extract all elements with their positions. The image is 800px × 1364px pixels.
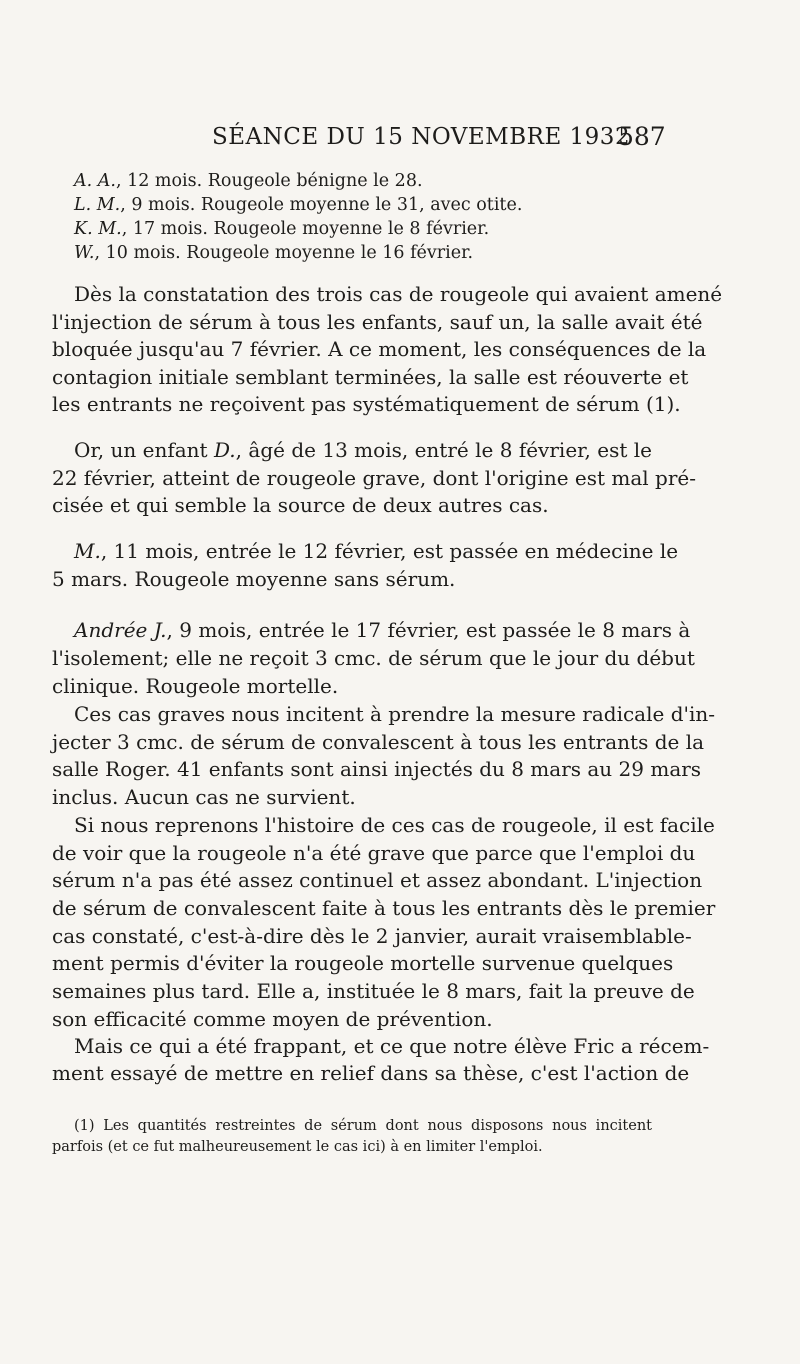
case-line <box>74 168 423 194</box>
paragraph-line: ment permis d'éviter la rougeole mortelle survenue quelques <box>52 951 674 975</box>
case-text: , 12 mois. Rougeole bénigne le 28. <box>115 171 423 191</box>
paragraph-line: les entrants ne reçoivent pas systématiquement de sérum (1). <box>52 392 681 416</box>
paragraph-line: cisée et qui semble la source de deux autres cas. <box>52 493 549 517</box>
paragraph-line: salle Roger. 41 enfants sont ainsi injectés du 8 mars au 29 mars <box>52 757 702 781</box>
paragraph-line <box>74 437 652 463</box>
page-number: 587 <box>618 122 666 151</box>
case-name: W. <box>74 243 95 263</box>
text-run: , 9 mois, entrée le 17 février, est passée le 8 mars à <box>166 618 691 642</box>
paragraph-line: Mais ce qui a été frappant, et ce que notre élève Fric a récem- <box>74 1034 710 1058</box>
paragraph-line: 22 février, atteint de rougeole grave, dont l'origine est mal pré- <box>52 466 696 490</box>
paragraph-line: son efficacité comme moyen de prévention. <box>52 1007 493 1031</box>
paragraph-line: l'isolement; elle ne reçoit 3 cmc. de sérum que le jour du début <box>52 646 695 670</box>
case-name: L. M. <box>74 195 121 215</box>
paragraph-line: cas constaté, c'est-à-dire dès le 2 janvier, aurait vraisemblable- <box>52 924 692 948</box>
paragraph-line: bloquée jusqu'au 7 février. A ce moment, les conséquences de la <box>52 337 707 361</box>
text-run: Or, un enfant <box>74 438 214 462</box>
patient-name: M. <box>74 539 101 563</box>
case-line <box>74 192 522 218</box>
patient-name: Andrée J. <box>74 618 167 642</box>
case-name: A. A. <box>74 171 116 191</box>
paragraph-line <box>74 617 691 643</box>
paragraph-line: sérum n'a pas été assez continuel et assez abondant. L'injection <box>52 868 703 892</box>
paragraph-line: ment essayé de mettre en relief dans sa thèse, c'est l'action de <box>52 1061 690 1085</box>
running-title: SÉANCE DU 15 NOVEMBRE 1932 <box>212 124 631 150</box>
paragraph-line: inclus. Aucun cas ne survient. <box>52 785 356 809</box>
paragraph-line: 5 mars. Rougeole moyenne sans sérum. <box>52 567 456 591</box>
case-line <box>74 240 473 266</box>
page-header <box>0 120 800 154</box>
footnote-line: parfois (et ce fut malheureusement le cas ici) à en limiter l'emploi. <box>52 1139 543 1155</box>
paragraph-line: Ces cas graves nous incitent à prendre la mesure radicale d'in- <box>74 702 716 726</box>
paragraph-line: de voir que la rougeole n'a été grave que parce que l'emploi du <box>52 841 696 865</box>
footnote-line: (1) Les quantités restreintes de sérum dont nous disposons nous incitent <box>74 1118 652 1134</box>
paragraph-line: semaines plus tard. Elle a, instituée le 8 mars, fait la preuve de <box>52 979 695 1003</box>
paragraph-line <box>74 538 679 564</box>
case-line <box>74 216 489 242</box>
paragraph-line: Dès la constatation des trois cas de rougeole qui avaient amené <box>74 282 723 306</box>
case-text: , 17 mois. Rougeole moyenne le 8 février. <box>121 219 490 239</box>
case-text: , 10 mois. Rougeole moyenne le 16 février. <box>94 243 474 263</box>
paragraph-line: de sérum de convalescent faite à tous les entrants dès le premier <box>52 896 716 920</box>
case-name: K. M. <box>74 219 122 239</box>
paragraph-line: contagion initiale semblant terminées, la salle est réouverte et <box>52 365 689 389</box>
paragraph-line: jecter 3 cmc. de sérum de convalescent à tous les entrants de la <box>52 730 705 754</box>
text-run: , âgé de 13 mois, entré le 8 février, est le <box>235 438 652 462</box>
paragraph-line: Si nous reprenons l'histoire de ces cas de rougeole, il est facile <box>74 813 715 837</box>
paragraph-line: clinique. Rougeole mortelle. <box>52 674 339 698</box>
patient-name: D. <box>213 438 236 462</box>
case-text: , 9 mois. Rougeole moyenne le 31, avec otite. <box>120 195 523 215</box>
text-run: , 11 mois, entrée le 12 février, est passée en médecine le <box>100 539 679 563</box>
paragraph-line: l'injection de sérum à tous les enfants, sauf un, la salle avait été <box>52 310 703 334</box>
